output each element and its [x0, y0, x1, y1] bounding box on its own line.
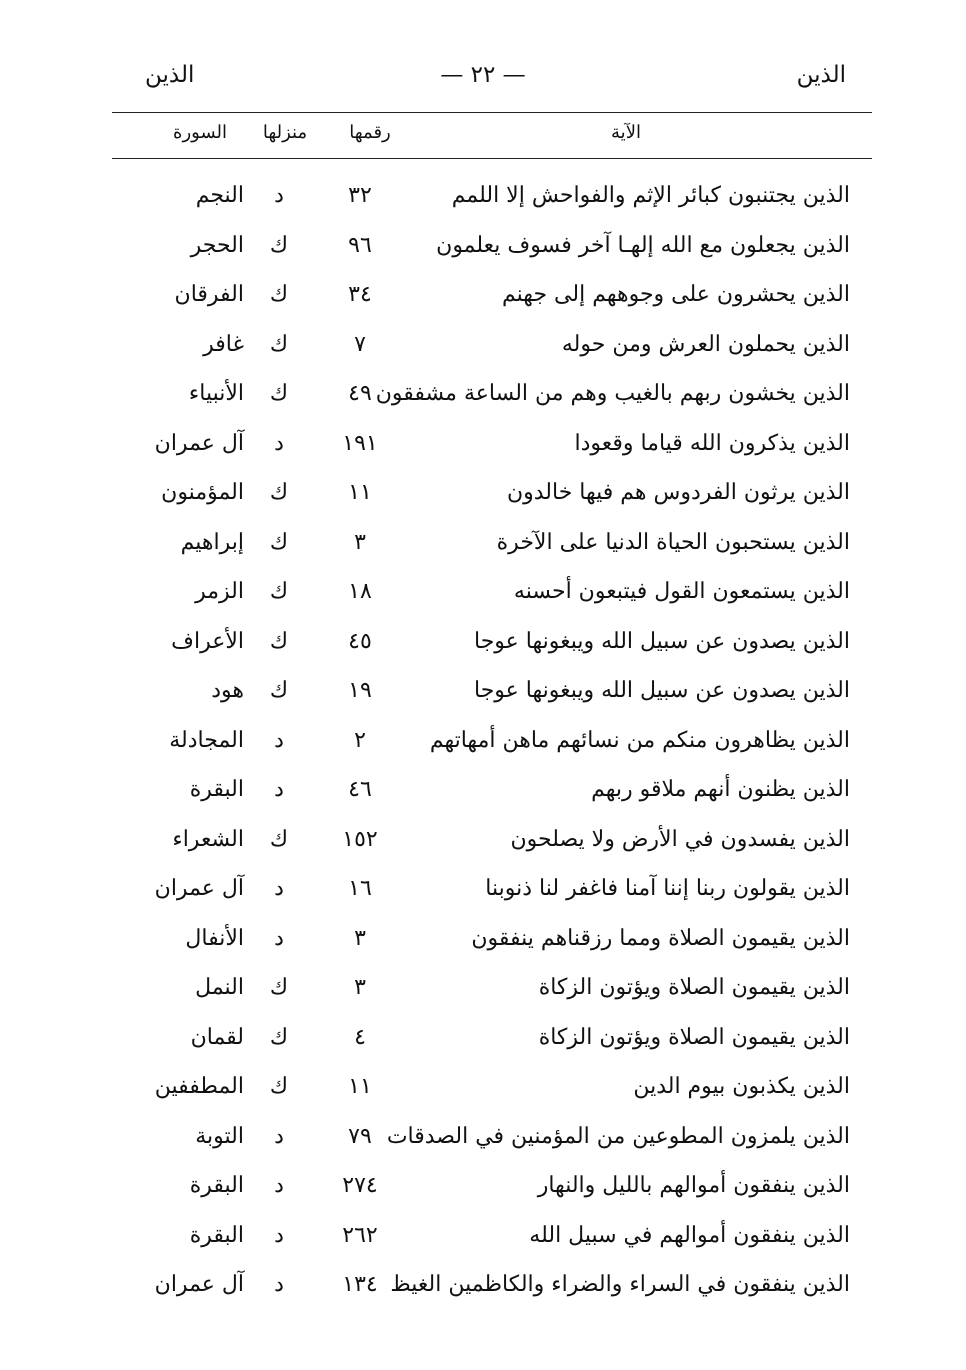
verse-text: الذين يكذبون بيوم الدين: [633, 1074, 850, 1099]
column-header-surah: السورة: [173, 122, 227, 143]
verse-number: ٣: [354, 925, 366, 951]
verse-text: الذين يصدون عن سبيل الله ويبغونها عوجا: [474, 628, 850, 654]
verse-text: الذين يقولون ربنا إننا آمنا فاغفر لنا ذنوبنا: [485, 876, 850, 901]
verse-number: ٤: [354, 1024, 366, 1050]
verse-text: الذين يرثون الفردوس هم فيها خالدون: [506, 480, 850, 505]
verse-number: ٣٤: [348, 282, 372, 307]
revelation-place: ك: [269, 232, 289, 258]
verse-number: ٢٧٤: [342, 1173, 378, 1198]
revelation-place: د: [274, 1272, 284, 1297]
verse-text: الذين يظنون أنهم ملاقو ربهم: [591, 777, 850, 802]
revelation-place: د: [274, 876, 284, 901]
surah-name: آل عمران: [154, 430, 244, 456]
verse-number: ١٩١: [342, 430, 378, 456]
verse-text: الذين يستحبون الحياة الدنيا على الآخرة: [496, 529, 850, 555]
surah-name: الأعراف: [171, 628, 244, 654]
table-row: [112, 618, 872, 668]
table-row: [112, 816, 872, 866]
surah-name: المؤمنون: [161, 480, 244, 505]
verse-text: الذين يخشون ربهم بالغيب وهم من الساعة مشفقون: [375, 381, 850, 406]
revelation-place: د: [274, 1173, 284, 1198]
surah-name: غافر: [203, 331, 244, 357]
surah-name: لقمان: [190, 1024, 244, 1050]
column-header-place: منزلها: [262, 122, 308, 143]
surah-name: هود: [211, 678, 244, 703]
table-row: [112, 420, 872, 470]
page-number: — ٢٢ —: [440, 62, 526, 88]
table-row: [112, 1113, 872, 1163]
verse-text: الذين يفسدون في الأرض ولا يصلحون: [510, 826, 850, 852]
surah-name: المطففين: [154, 1074, 244, 1099]
table-row: [112, 964, 872, 1014]
table-row: [112, 717, 872, 767]
revelation-place: ك: [269, 331, 289, 357]
verse-number: ٢٦٢: [342, 1222, 378, 1248]
verse-number: ١١: [348, 480, 372, 505]
verse-text: الذين ينفقون في السراء والضراء والكاظمين الغيظ: [390, 1272, 850, 1297]
surah-name: المجادلة: [169, 727, 244, 753]
verse-number: ٤٦: [348, 777, 372, 802]
table-row: [112, 1162, 872, 1212]
surah-name: النجم: [195, 183, 244, 208]
header-top-rule: [112, 112, 872, 113]
surah-name: التوبة: [195, 1123, 244, 1149]
revelation-place: د: [274, 430, 284, 456]
verse-text: الذين يذكرون الله قياما وقعودا: [574, 430, 850, 456]
revelation-place: ك: [269, 678, 289, 703]
surah-name: الفرقان: [174, 282, 244, 307]
verse-text: الذين يقيمون الصلاة ومما رزقناهم ينفقون: [471, 925, 850, 951]
table-row: [112, 222, 872, 272]
verse-number: ٣: [354, 529, 366, 555]
column-header-number: رقمها: [349, 122, 391, 143]
revelation-place: د: [274, 777, 284, 802]
verse-number: ٢: [354, 727, 366, 753]
table-row: [112, 469, 872, 519]
running-head-right: الذين: [796, 62, 846, 88]
surah-name: إبراهيم: [180, 529, 244, 555]
verse-number: ١٩: [348, 678, 372, 703]
revelation-place: د: [274, 925, 284, 951]
surah-name: البقرة: [189, 777, 244, 802]
verse-text: الذين يحملون العرش ومن حوله: [561, 331, 850, 357]
revelation-place: ك: [269, 628, 289, 654]
verse-text: الذين ينفقون أموالهم في سبيل الله: [529, 1222, 850, 1248]
table-row: [112, 321, 872, 371]
verse-text: الذين يقيمون الصلاة ويؤتون الزكاة: [538, 975, 850, 1000]
header-bottom-rule: [112, 158, 872, 159]
surah-name: آل عمران: [154, 1272, 244, 1297]
surah-name: الزمر: [195, 579, 244, 604]
revelation-place: ك: [269, 381, 289, 406]
surah-name: البقرة: [189, 1173, 244, 1198]
table-row: [112, 766, 872, 816]
column-header-verse: الآية: [611, 122, 641, 143]
revelation-place: د: [274, 1222, 284, 1248]
revelation-place: د: [274, 183, 284, 208]
revelation-place: ك: [269, 282, 289, 307]
revelation-place: ك: [269, 1024, 289, 1050]
verse-text: الذين يظاهرون منكم من نسائهم ماهن أمهاتهم: [429, 727, 850, 753]
index-table: [112, 172, 872, 1311]
surah-name: الأنفال: [185, 925, 244, 951]
table-row: [112, 667, 872, 717]
table-row: [112, 519, 872, 569]
revelation-place: ك: [269, 579, 289, 604]
verse-number: ٧٩: [348, 1123, 372, 1149]
revelation-place: د: [274, 1123, 284, 1149]
verse-text: الذين يجتنبون كبائر الإثم والفواحش إلا اللمم: [451, 183, 850, 208]
table-row: [112, 1063, 872, 1113]
running-head-left: الذين: [145, 62, 195, 88]
verse-number: ١٨: [348, 579, 372, 604]
verse-text: الذين يلمزون المطوعين من المؤمنين في الصدقات: [386, 1123, 850, 1149]
verse-text: الذين يصدون عن سبيل الله ويبغونها عوجا: [474, 678, 850, 703]
verse-text: الذين يستمعون القول فيتبعون أحسنه: [513, 579, 850, 604]
revelation-place: ك: [269, 975, 289, 1000]
revelation-place: د: [274, 727, 284, 753]
verse-text: الذين يقيمون الصلاة ويؤتون الزكاة: [538, 1024, 850, 1050]
verse-number: ٣٢: [348, 183, 372, 208]
verse-number: ٩٦: [348, 232, 372, 258]
revelation-place: ك: [269, 480, 289, 505]
table-row: [112, 172, 872, 222]
table-row: [112, 1261, 872, 1311]
verse-number: ١٦: [348, 876, 372, 901]
revelation-place: ك: [269, 529, 289, 555]
revelation-place: ك: [269, 1074, 289, 1099]
table-row: [112, 370, 872, 420]
verse-number: ٣: [354, 975, 366, 1000]
table-row: [112, 1212, 872, 1262]
surah-name: النمل: [195, 975, 244, 1000]
surah-name: الشعراء: [172, 826, 244, 852]
verse-text: الذين ينفقون أموالهم بالليل والنهار: [537, 1173, 850, 1198]
verse-number: ١٥٢: [342, 826, 378, 852]
verse-number: ٧: [354, 331, 366, 357]
table-row: [112, 568, 872, 618]
table-row: [112, 915, 872, 965]
table-row: [112, 865, 872, 915]
surah-name: آل عمران: [154, 876, 244, 901]
surah-name: الأنبياء: [188, 381, 244, 406]
table-row: [112, 1014, 872, 1064]
revelation-place: ك: [269, 826, 289, 852]
surah-name: البقرة: [189, 1222, 244, 1248]
verse-number: ١١: [348, 1074, 372, 1099]
verse-text: الذين يجعلون مع الله إلهـا آخر فسوف يعلمون: [436, 232, 850, 258]
surah-name: الحجر: [190, 232, 244, 258]
verse-number: ١٣٤: [342, 1272, 378, 1297]
table-row: [112, 271, 872, 321]
verse-number: ٤٥: [348, 628, 372, 654]
verse-text: الذين يحشرون على وجوههم إلى جهنم: [502, 282, 850, 307]
verse-number: ٤٩: [348, 381, 372, 406]
